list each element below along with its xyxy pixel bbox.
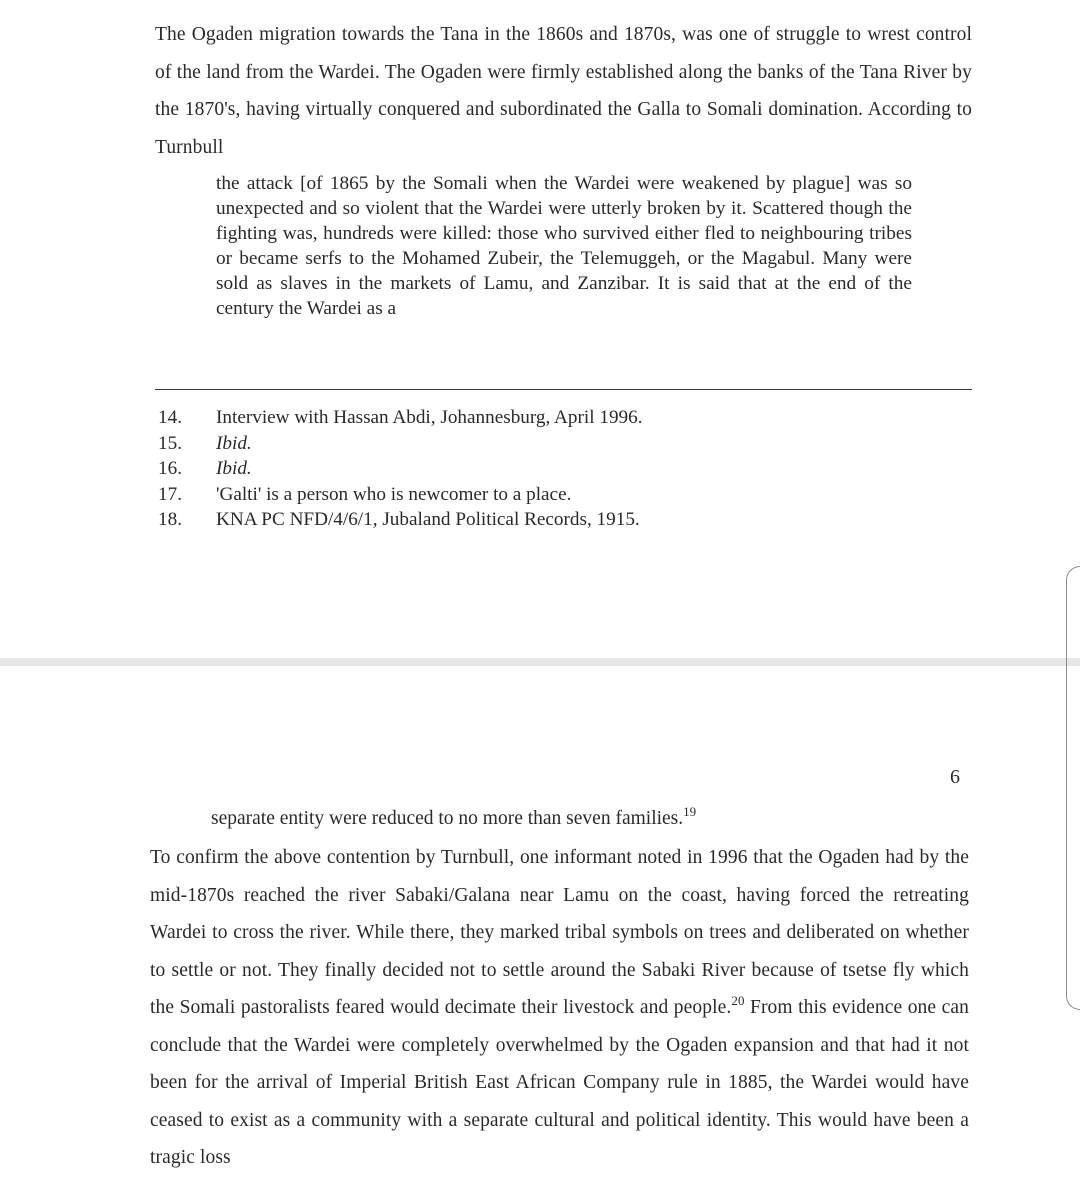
- body-paragraph: [150, 839, 969, 1177]
- document-page-lower: [0, 666, 1080, 1182]
- page-divider: [0, 658, 1080, 666]
- block-quote: the attack [of 1865 by the Somali when the Wardei were weakened by plague] was so unexpected and so violent that the Wardei were utterly broken by it. Scattered though the fighting was, hundreds were killed: those who survived either fled to neighbouring tribes or became serfs to the Mohamed Zubeir, the Telemuggeh, or the Magabul. Many were sold as slaves in the markets of Lamu, and Zanzibar. It is said that at the end of the century the Wardei as a: [216, 173, 912, 319]
- quote-continuation-text: separate entity were reduced to no more than seven families.: [211, 808, 684, 829]
- footnote-number: 17.: [158, 483, 182, 505]
- footnote-number: 15.: [158, 432, 182, 454]
- footnote-reference[interactable]: 20: [731, 993, 745, 1008]
- footnote-text: Ibid.: [216, 458, 252, 479]
- footnote-number: 16.: [158, 458, 182, 479]
- footnote-item: [158, 431, 858, 457]
- footnote-text: Interview with Hassan Abdi, Johannesburg, April 1996.: [216, 407, 643, 428]
- footnote-list: [158, 405, 858, 533]
- footnote-text: KNA PC NFD/4/6/1, Jubaland Political Records, 1915.: [216, 509, 640, 530]
- footnote-text: Ibid.: [216, 432, 252, 454]
- scrollbar-handle[interactable]: [1066, 566, 1080, 1010]
- block-quote-continuation: [211, 804, 696, 834]
- footnote-separator: [155, 389, 972, 390]
- body-text-part1: To confirm the above contention by Turnbull, one informant noted in 1996 that the Ogaden had by the mid-1870s reached the river Sabaki/Galana near Lamu on the coast, having forced the retreating Wardei to cross the river. While there, they marked tribal symbols on trees and deliberated on whether to settle or not. They finally decided not to settle around the Sabaki River because of tsetse fly which the Somali pastoralists feared would decimate their livestock and people.: [150, 847, 969, 1018]
- footnote-item: [158, 456, 858, 482]
- footnote-text: 'Galti' is a person who is newcomer to a place.: [216, 483, 572, 505]
- page-number: 6: [950, 766, 960, 788]
- footnote-item: [158, 405, 858, 431]
- footnote-item: [158, 507, 858, 533]
- footnote-reference[interactable]: 19: [683, 804, 697, 819]
- body-text-part2: From this evidence one can conclude that the Wardei were completely overwhelmed by the Ogaden expansion and that had it not been for the arrival of Imperial British East African Company rule in 1885, the Wardei would have ceased to exist as a community with a separate cultural and political identity. This would have been a tragic loss: [150, 997, 969, 1168]
- footnote-number: 14.: [158, 407, 182, 428]
- intro-paragraph: The Ogaden migration towards the Tana in the 1860s and 1870s, was one of struggle to wrest control of the land from the Wardei. The Ogaden were firmly established along the banks of the Tana River by the 1870's, having virtually conquered and subordinated the Galla to Somali domination. According to Turnbull: [155, 24, 972, 158]
- footnote-item: [158, 482, 858, 508]
- footnote-number: 18.: [158, 509, 182, 530]
